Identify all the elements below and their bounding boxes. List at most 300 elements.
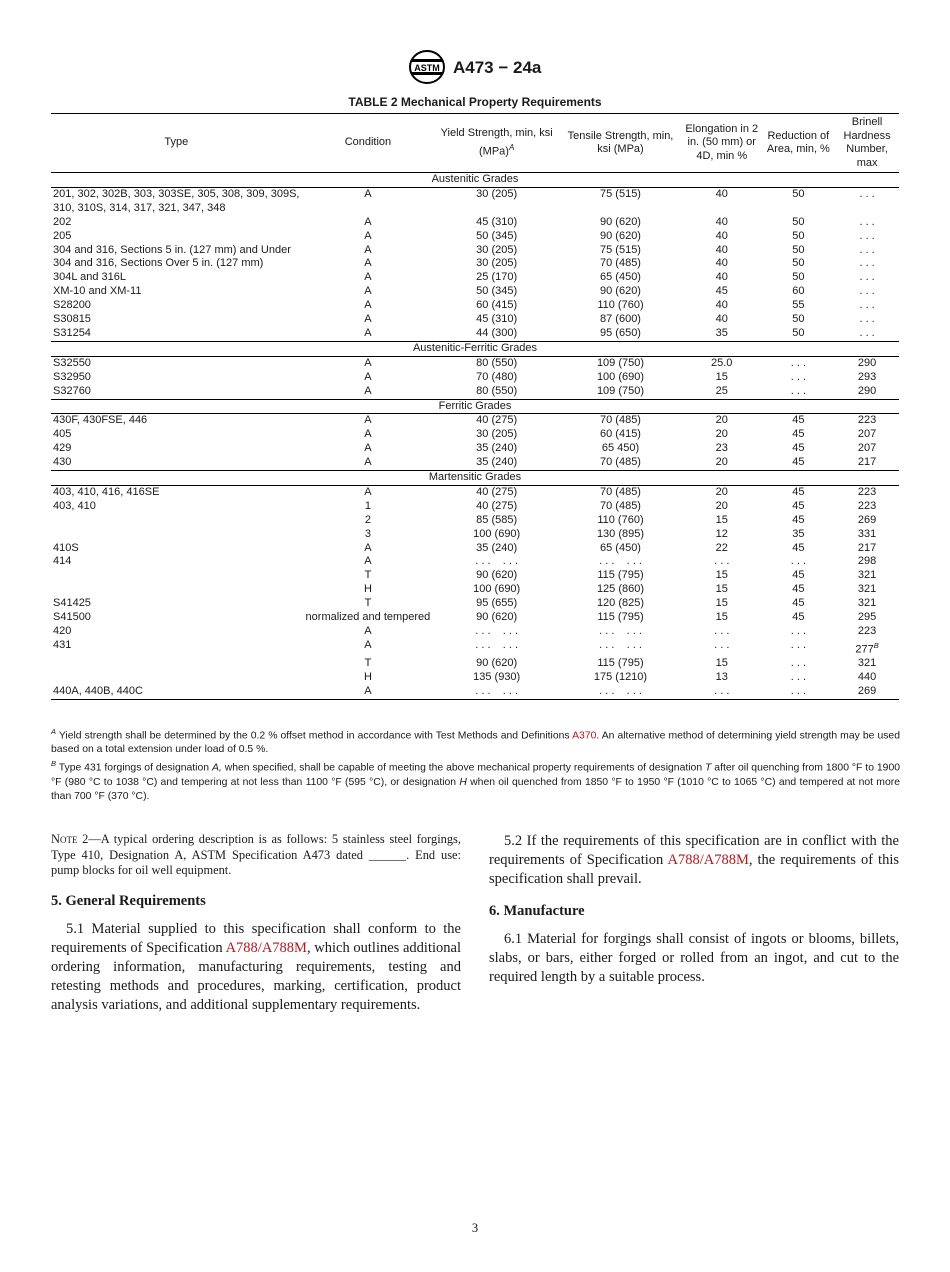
cell-yield: 100 (690): [473, 527, 521, 540]
cell-tensile: . . . . . .: [599, 638, 642, 651]
cell-reduction: 45: [792, 597, 805, 610]
col-condition-header: Condition: [302, 114, 435, 173]
cell-reduction: 55: [792, 299, 805, 312]
cell-tensile: 70 (485): [600, 485, 641, 498]
cell-tensile: 65 (450): [600, 271, 641, 284]
cell-condition: A: [364, 442, 372, 455]
cell-type: 304L and 316L: [53, 271, 126, 284]
cell-elongation: 40: [715, 215, 728, 228]
paragraph-5-2: [489, 832, 899, 889]
cell-brinell: 331: [857, 527, 877, 540]
cell-elongation: 40: [715, 243, 728, 256]
cell-type: [51, 583, 302, 597]
page-number: 3: [471, 1221, 479, 1235]
cell-yield: 25 (170): [476, 271, 518, 284]
footnote-b-mark: B: [51, 759, 57, 769]
cell-yield: 95 (655): [476, 597, 518, 610]
table-row: [51, 428, 899, 442]
p51-text: 5.1 Material supplied to this specification shall conform to the requirements of Specification: [51, 920, 461, 956]
cell-type: 205: [53, 229, 72, 242]
cell-elongation: . . .: [714, 555, 730, 568]
cell-elongation: 20: [715, 414, 728, 427]
cell-brinell: 223: [857, 499, 877, 512]
table-row: [51, 555, 899, 569]
table-row: [51, 542, 899, 556]
cell-type: 405: [53, 428, 72, 441]
cell-elongation: 15: [715, 513, 728, 526]
footnote-b-designation-a: A,: [211, 762, 222, 774]
cell-condition: A: [364, 215, 372, 228]
table-row: [51, 327, 899, 341]
cell-type: 403, 410: [53, 499, 96, 512]
cell-reduction: 45: [792, 485, 805, 498]
col-yield-label: Yield Strength, min, ksi (MPa): [440, 127, 553, 158]
cell-tensile: 90 (620): [600, 229, 641, 242]
cell-yield: 60 (415): [476, 299, 518, 312]
cell-elongation: 15: [715, 569, 728, 582]
cell-brinell: . . .: [859, 299, 875, 312]
cell-brinell: 321: [857, 657, 877, 670]
cell-tensile: 100 (690): [596, 370, 645, 383]
cell-brinell: 269: [835, 685, 899, 699]
cell-reduction: . . .: [790, 356, 806, 369]
cell-tensile: 70 (485): [600, 257, 641, 270]
cell-yield: 30 (205): [476, 257, 518, 270]
cell-elongation: 15: [715, 657, 728, 670]
cell-reduction: 45: [792, 611, 805, 624]
footnote-b-text-4: when oil quenched from 1850 °F to 1950 °F (1010 °C to 1065 °C) and tempered at not more than 700 °F (370 °C).: [51, 776, 900, 802]
cell-condition: T: [364, 597, 372, 610]
group-name: Ferritic Grades: [51, 399, 899, 414]
cell-yield: 80 (550): [476, 356, 518, 369]
cell-yield: 35 (240): [476, 541, 518, 554]
table-row: [51, 356, 899, 370]
table-row: [51, 611, 899, 625]
cell-elongation: 40: [715, 187, 728, 200]
table-row: [51, 285, 899, 299]
cell-tensile: 109 (750): [596, 384, 645, 397]
cell-tensile: 90 (620): [600, 215, 641, 228]
cell-tensile: 60 (415): [600, 428, 641, 441]
cell-type: S41500: [53, 611, 91, 624]
table-row: [51, 414, 899, 428]
cell-reduction: 45: [792, 414, 805, 427]
cell-condition: H: [363, 671, 372, 684]
cell-type: 430F, 430FSE, 446: [53, 414, 148, 427]
cell-elongation: 20: [715, 499, 728, 512]
cell-type: S41425: [53, 597, 91, 610]
cell-elongation: 25.0: [711, 356, 733, 369]
cell-type: [51, 528, 302, 542]
table-row: [51, 500, 899, 514]
cell-elongation: 22: [715, 541, 728, 554]
cell-brinell: 295: [857, 611, 877, 624]
cell-condition: A: [302, 685, 435, 699]
cell-type: 201, 302, 302B, 303, 303SE, 305, 308, 309, 309S, 310, 310S, 314, 317, 321, 347, 348: [53, 187, 300, 214]
cell-type: 414: [53, 555, 72, 568]
cell-yield: 40 (275): [476, 499, 518, 512]
cell-yield: 30 (205): [476, 187, 518, 200]
link-a788-p52[interactable]: A788/A788M: [667, 852, 749, 868]
cell-tensile: 70 (485): [600, 414, 641, 427]
section-6-heading: 6. Manufacture: [489, 903, 585, 919]
mechanical-property-table: [51, 113, 899, 700]
cell-elongation: 40: [715, 271, 728, 284]
table-title: TABLE 2 Mechanical Property Requirements: [348, 95, 602, 109]
cell-condition: A: [364, 370, 372, 383]
cell-tensile: 130 (895): [596, 527, 645, 540]
table-row: [51, 271, 899, 285]
cell-yield: 85 (585): [476, 513, 518, 526]
cell-brinell: . . .: [859, 271, 875, 284]
cell-type: S30815: [53, 313, 91, 326]
cell-yield: 135 (930): [473, 671, 521, 684]
cell-type: 431: [53, 638, 72, 651]
cell-yield: 44 (300): [476, 326, 518, 339]
cell-yield: 100 (690): [473, 583, 521, 596]
cell-condition: A: [364, 485, 372, 498]
cell-tensile: . . . . . .: [559, 685, 682, 699]
col-type-header: Type: [51, 114, 302, 173]
cell-brinell: . . .: [859, 215, 875, 228]
cell-elongation: 20: [715, 485, 728, 498]
cell-type: [51, 671, 302, 685]
cell-elongation: . . .: [682, 685, 762, 699]
cell-yield: . . . . . .: [475, 638, 519, 651]
table-row: [51, 485, 899, 499]
cell-reduction: 60: [792, 285, 805, 298]
cell-condition: A: [364, 555, 372, 568]
cell-tensile: 87 (600): [600, 313, 641, 326]
cell-condition: A: [364, 456, 372, 469]
table-row: [51, 514, 899, 528]
cell-reduction: 35: [792, 527, 805, 540]
cell-reduction: 45: [792, 569, 805, 582]
left-column: [51, 832, 461, 1029]
cell-condition: A: [364, 326, 372, 339]
note-2: [51, 832, 461, 879]
cell-type: 304 and 316, Sections 5 in. (127 mm) and Under: [53, 243, 291, 256]
table-row: [51, 569, 899, 583]
yield-footnote-mark: A: [508, 142, 515, 152]
group-header-row: [51, 399, 899, 414]
cell-reduction: . . .: [790, 671, 806, 684]
cell-condition: A: [364, 285, 372, 298]
cell-reduction: 50: [792, 229, 805, 242]
cell-tensile: 115 (795): [597, 611, 644, 624]
footnote-a-text: Yield strength shall be determined by the 0.2 % offset method in accordance with Test Methods and Definitions: [56, 730, 573, 742]
footnote-a-mark: A: [51, 727, 57, 736]
table-row: [51, 244, 899, 258]
cell-brinell: 207: [857, 442, 877, 455]
cell-type: 410S: [53, 541, 79, 554]
cell-reduction: 50: [792, 243, 805, 256]
cell-type: S28200: [53, 299, 91, 312]
cell-brinell: 223: [857, 625, 877, 637]
cell-brinell: 217: [857, 456, 877, 469]
cell-tensile: 65 450): [601, 442, 640, 455]
cell-reduction: 50: [792, 187, 805, 200]
cell-condition: T: [364, 657, 372, 670]
cell-elongation: 15: [715, 597, 728, 610]
cell-yield: 40 (275): [476, 485, 518, 498]
cell-yield: 70 (480): [476, 370, 518, 383]
cell-reduction: 45: [792, 541, 805, 554]
cell-type: S32550: [53, 356, 91, 369]
cell-brinell: 321: [857, 597, 877, 610]
note-text: —A typical ordering description is as follows: 5 stainless steel forgings, Type 410, Designation A, ASTM Specification A473 dated ______. End use: pump blocks for oil well equipment.: [51, 832, 461, 877]
cell-reduction: 45: [792, 499, 805, 512]
cell-condition: A: [364, 229, 372, 242]
p51-text-end: , which outlines additional ordering information, manufacturing requirements, testing and retesting methods and procedures, marking, certification, product analysis variations, and additional supplementary requirements.: [51, 939, 461, 1013]
cell-tensile: 70 (485): [600, 456, 641, 469]
table-row: [51, 597, 899, 611]
cell-brinell: 321: [857, 569, 877, 582]
cell-brinell: 321: [857, 583, 877, 596]
cell-type: [51, 569, 302, 583]
cell-condition: A: [364, 187, 372, 200]
cell-condition: A: [364, 384, 372, 397]
group-name: Austenitic Grades: [51, 173, 899, 188]
astm-logo-icon: [408, 50, 446, 84]
cell-type: [51, 657, 302, 671]
footnote-b-designation-t: T: [705, 762, 712, 774]
col-yield-header: [434, 114, 559, 173]
cell-reduction: . . .: [762, 685, 836, 699]
footnote-a: [51, 725, 900, 757]
cell-condition: A: [364, 638, 372, 651]
cell-yield: 35 (240): [476, 456, 518, 469]
cell-type: XM-10 and XM-11: [53, 285, 142, 298]
cell-yield: . . . . . .: [475, 555, 519, 568]
cell-elongation: 13: [715, 671, 728, 684]
cell-brinell: 293: [857, 370, 877, 383]
cell-tensile: 65 (450): [600, 541, 641, 554]
cell-type: S32760: [53, 384, 91, 397]
cell-condition: A: [364, 313, 372, 326]
link-a788-p51[interactable]: A788/A788M: [225, 939, 307, 956]
table-footnotes: [51, 725, 900, 804]
cell-tensile: 115 (795): [597, 569, 644, 582]
cell-condition: 1: [364, 499, 371, 512]
cell-tensile: 109 (750): [596, 356, 645, 369]
cell-elongation: 40: [715, 299, 728, 312]
cell-condition: A: [364, 271, 372, 284]
cell-type: 440A, 440B, 440C: [51, 685, 302, 699]
cell-reduction: 45: [792, 583, 805, 596]
cell-reduction: . . .: [790, 555, 806, 568]
cell-brinell: . . .: [859, 285, 875, 298]
cell-elongation: 12: [715, 527, 728, 540]
brinell-footnote-mark: B: [873, 640, 879, 650]
cell-yield: 90 (620): [476, 657, 518, 670]
table-row: [51, 657, 899, 671]
cell-tensile: . . . . . .: [599, 625, 642, 637]
cell-brinell: . . .: [859, 187, 875, 200]
cell-type: 304 and 316, Sections Over 5 in. (127 mm): [53, 257, 264, 270]
cell-type: 403, 410, 416, 416SE: [53, 485, 160, 498]
table-row: [51, 257, 899, 271]
cell-yield: 80 (550): [476, 384, 518, 397]
footnote-b-text-3: after oil quenching from 1800 °F to 1900 °F (980 °C to 1038 °C) and tempering at not less than 1100 °F (595 °C), or designation: [51, 762, 901, 788]
group-name: Martensitic Grades: [51, 471, 899, 486]
col-elongation-header: Elongation in 2 in. (50 mm) or 4D, min %: [682, 114, 762, 173]
cell-brinell: . . .: [859, 313, 875, 326]
col-reduction-header: Reduction of Area, min, %: [762, 114, 836, 173]
note-label: Note 2: [51, 832, 89, 846]
table-row: [51, 639, 899, 658]
table-row: [51, 299, 899, 313]
footnote-b-designation-h: H: [459, 776, 467, 788]
cell-condition: A: [364, 625, 372, 637]
cell-condition: A: [364, 541, 372, 554]
paragraph-5-1: [51, 920, 461, 1015]
cell-brinell: . . .: [859, 326, 875, 339]
cell-tensile: . . . . . .: [599, 555, 642, 568]
table-row: [51, 625, 899, 639]
cell-reduction: 50: [792, 326, 805, 339]
table-row: [51, 528, 899, 542]
cell-tensile: 110 (760): [597, 299, 644, 312]
cell-elongation: 20: [715, 428, 728, 441]
p52-text-end: , the requirements of this specification shall prevail.: [489, 852, 899, 887]
cell-tensile: 120 (825): [596, 597, 645, 610]
col-tensile-header: Tensile Strength, min, ksi (MPa): [559, 114, 682, 173]
cell-yield: 45 (310): [476, 313, 518, 326]
cell-condition: 2: [364, 513, 371, 526]
cell-reduction: 45: [792, 456, 805, 469]
cell-reduction: 50: [792, 271, 805, 284]
footnote-a-text-end: . An alternative method of determining yield strength may be used based on a total extension under load of 0.5 %.: [51, 730, 900, 756]
table-row: [51, 671, 899, 685]
cell-elongation: 40: [715, 257, 728, 270]
cell-tensile: 95 (650): [600, 326, 641, 339]
footnote-b-text: Type 431 forgings of designation: [56, 762, 212, 774]
cell-brinell: 290: [857, 384, 877, 397]
cell-brinell: 440: [857, 671, 877, 684]
right-column: [489, 832, 899, 1001]
section-5-heading: 5. General Requirements: [51, 892, 206, 909]
cell-condition: T: [364, 569, 372, 582]
col-brinell-header: Brinell Hardness Number, max: [835, 114, 899, 173]
cell-yield: . . . . . .: [434, 685, 559, 699]
cell-tensile: 75 (515): [600, 187, 641, 200]
cell-elongation: 35: [715, 326, 728, 339]
cell-reduction: . . .: [790, 625, 806, 637]
cell-condition: normalized and tempered: [305, 611, 431, 624]
table-row: [51, 230, 899, 244]
page-header: [0, 50, 950, 86]
link-a370[interactable]: A370: [572, 730, 597, 742]
cell-elongation: 25: [715, 384, 728, 397]
cell-brinell: 223: [857, 414, 877, 427]
cell-tensile: 90 (620): [600, 285, 641, 298]
cell-yield: 50 (345): [476, 285, 518, 298]
cell-elongation: 40: [715, 229, 728, 242]
cell-brinell: . . .: [859, 243, 875, 256]
cell-brinell: 269: [857, 513, 877, 526]
cell-brinell: 290: [857, 356, 877, 369]
cell-type: [51, 514, 302, 528]
footnote-b: [51, 757, 900, 803]
cell-elongation: 15: [715, 583, 728, 596]
cell-condition: A: [364, 243, 372, 256]
cell-yield: . . . . . .: [475, 625, 519, 637]
cell-reduction: . . .: [790, 638, 806, 651]
table-row: [51, 685, 899, 699]
cell-yield: 90 (620): [476, 611, 518, 624]
cell-elongation: 15: [715, 611, 728, 624]
cell-tensile: 115 (795): [597, 657, 644, 670]
cell-yield: 30 (205): [476, 243, 518, 256]
cell-tensile: 75 (515): [600, 243, 641, 256]
cell-elongation: 15: [715, 370, 728, 383]
cell-brinell: [835, 639, 899, 658]
paragraph-6-1: 6.1 Material for forgings shall consist of ingots or blooms, billets, slabs, or bars, either forged or rolled from an ingot, and cut to the required length by a suitable process.: [489, 931, 899, 985]
cell-elongation: 45: [715, 285, 728, 298]
table-row: [51, 385, 899, 399]
cell-condition: H: [363, 583, 372, 596]
cell-reduction: 50: [792, 257, 805, 270]
cell-condition: A: [364, 356, 372, 369]
group-header-row: [51, 173, 899, 188]
cell-condition: A: [364, 257, 372, 270]
cell-type: 430: [53, 456, 72, 469]
cell-brinell: 298: [857, 555, 877, 568]
cell-yield: 90 (620): [476, 569, 518, 582]
cell-tensile: 70 (485): [600, 499, 641, 512]
table-header-row: [51, 114, 899, 173]
table-row: [51, 583, 899, 597]
brinell-value: 277: [855, 643, 874, 656]
table-body: [51, 173, 899, 700]
group-name: Austenitic-Ferritic Grades: [51, 341, 899, 356]
cell-brinell: . . .: [859, 229, 875, 242]
table-row: [51, 187, 899, 215]
standard-designation: A473 − 24a: [453, 58, 542, 77]
group-header-row: [51, 341, 899, 356]
cell-tensile: 110 (760): [597, 513, 644, 526]
table-row: [51, 456, 899, 470]
cell-yield: 50 (345): [476, 229, 518, 242]
cell-reduction: 45: [792, 428, 805, 441]
table-row: [51, 216, 899, 230]
cell-reduction: 45: [792, 442, 805, 455]
cell-elongation: 40: [715, 313, 728, 326]
cell-type: 202: [53, 215, 72, 228]
cell-condition: A: [364, 414, 372, 427]
cell-type: 420: [53, 625, 72, 637]
cell-reduction: . . .: [790, 370, 806, 383]
footnote-b-text-2: when specified, shall be capable of meeting the above mechanical property requirements of designation: [221, 762, 706, 774]
p52-text: 5.2 If the requirements of this specification are in conflict with the requirements of Specification: [489, 833, 899, 868]
table-row: [51, 371, 899, 385]
astm-logo-text: ASTM: [414, 63, 440, 73]
group-header-row: [51, 471, 899, 486]
cell-elongation: 20: [715, 456, 728, 469]
cell-brinell: 217: [857, 541, 877, 554]
cell-tensile: 125 (860): [596, 583, 645, 596]
cell-reduction: 50: [792, 313, 805, 326]
cell-condition: 3: [364, 527, 371, 540]
cell-brinell: 223: [857, 485, 877, 498]
cell-brinell: 207: [857, 428, 877, 441]
cell-yield: 45 (310): [476, 215, 518, 228]
cell-type: S32950: [53, 370, 91, 383]
cell-reduction: . . .: [790, 657, 806, 670]
cell-yield: 40 (275): [476, 414, 518, 427]
cell-reduction: 50: [792, 215, 805, 228]
